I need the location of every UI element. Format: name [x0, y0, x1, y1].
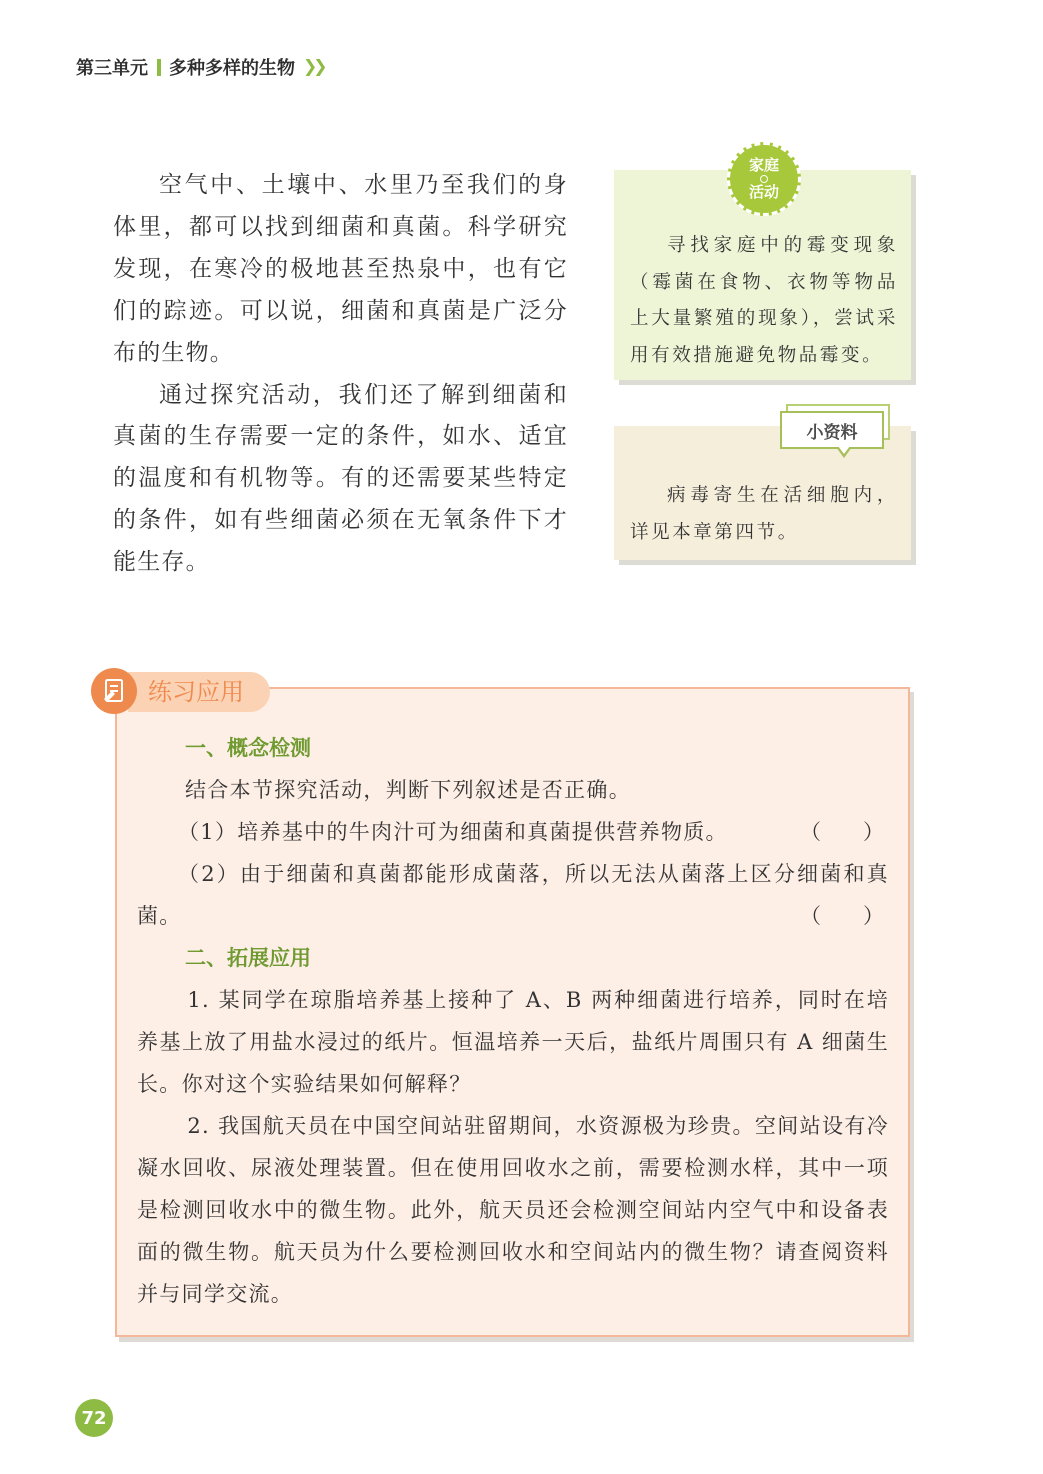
- main-text: [113, 165, 568, 584]
- chevron-right-icon: ❯❯: [303, 57, 324, 77]
- question-2: （2）由于细菌和真菌都能形成菌落，所以无法从菌落上区分细菌和真菌。: [137, 862, 889, 928]
- section1-intro: 结合本节探究活动，判断下列叙述是否正确。: [185, 778, 631, 802]
- family-activity-badge: [727, 142, 801, 216]
- section-heading-1: 一、概念检测: [185, 736, 311, 760]
- badge-dot-icon: [760, 175, 768, 183]
- application-question-2: 2. 我国航天员在中国空间站驻留期间，水资源极为珍贵。空间站设有冷凝水回收、尿液处理装置。但在使用回收水之前，需要检测水样，其中一项是检测回收水中的微生物。此外，航天员还会检测空间站内空气中和设备表面的微生物。航天员为什么要检测回收水和空间站内的微生物？请查阅资料并与同学交流。: [137, 1114, 889, 1306]
- unit-topic: 多种多样的生物: [169, 58, 295, 79]
- question-1: （1）培养基中的牛肉汁可为细菌和真菌提供营养物质。: [178, 820, 728, 844]
- answer-bracket-1[interactable]: （ ）: [800, 820, 884, 844]
- info-tag: 小资料: [780, 411, 884, 449]
- badge-top-text: 家庭: [748, 156, 779, 174]
- exercise-title: 练习应用: [148, 678, 244, 706]
- badge-bottom-text: 活动: [748, 183, 779, 201]
- unit-label: 第三单元: [76, 58, 148, 79]
- application-question-1: 1. 某同学在琼脂培养基上接种了 A、B 两种细菌进行培养，同时在培养基上放了用盐水浸过的纸片。恒温培养一天后，盐纸片周围只有 A 细菌生长。你对这个实验结果如何解释？: [137, 988, 889, 1096]
- page-number: 72: [75, 1399, 113, 1437]
- paragraph-2: 通过探究活动，我们还了解到细菌和真菌的生存需要一定的条件，如水、适宜的温度和有机物等。有的还需要某些特定的条件，如有些细菌必须在无氧条件下才能生存。: [113, 381, 568, 576]
- family-activity-text: 寻找家庭中的霉变现象（霉菌在食物、衣物等物品上大量繁殖的现象），尝试采用有效措施避免物品霉变。: [630, 235, 898, 366]
- answer-bracket-2[interactable]: （ ）: [800, 904, 884, 928]
- exercise-notebook-icon: [91, 668, 137, 714]
- header-divider: [157, 59, 161, 76]
- chapter-header: [76, 54, 324, 80]
- section-heading-2: 二、拓展应用: [185, 946, 311, 970]
- speech-tail-inner: [838, 446, 850, 454]
- info-text: 病毒寄生在活细胞内，详见本章第四节。: [630, 485, 898, 543]
- paragraph-1: 空气中、土壤中、水里乃至我们的身体里，都可以找到细菌和真菌。科学研究发现，在寒冷的极地甚至热泉中，也有它们的踪迹。可以说，细菌和真菌是广泛分布的生物。: [113, 172, 568, 366]
